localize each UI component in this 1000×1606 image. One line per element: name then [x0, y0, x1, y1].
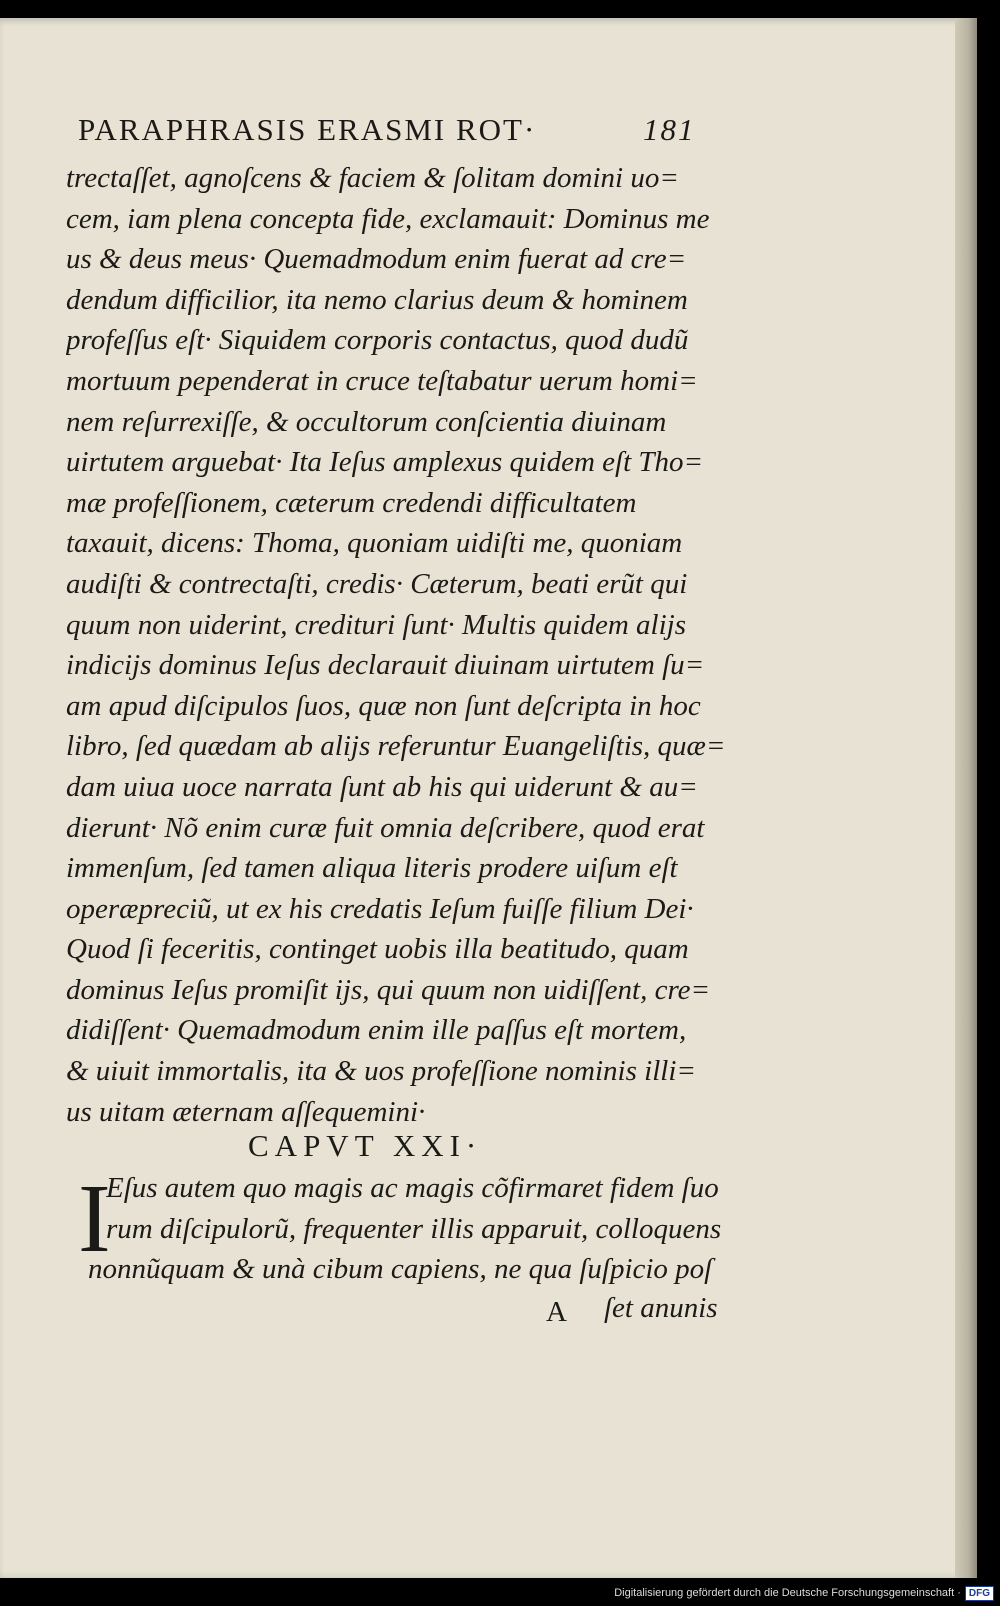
text-line: Eſus autem quo magis ac magis cõfirmaret fidem ſuo — [106, 1172, 719, 1204]
running-header — [78, 112, 718, 152]
text-line: indicijs dominus Ieſus declarauit diuinam uirtutem ſu= — [66, 649, 705, 682]
chapter-heading: CAPVT XXI· — [248, 1128, 483, 1163]
page-edge — [955, 18, 977, 1578]
text-line: trectaſſet, agnoſcens & faciem & ſolitam domini uo= — [66, 162, 679, 194]
text-line: dominus Ieſus promiſit ijs, qui quum non uidiſſent, cre= — [66, 973, 711, 1006]
text-line: uirtutem arguebat· Ita Ieſus amplexus quidem eſt Tho= — [66, 446, 704, 479]
text-line: immenſum, ſed tamen aliqua literis prodere uiſum eſt — [66, 852, 678, 885]
text-line: nem reſurrexiſſe, & occultorum conſcientia diuinam — [66, 405, 667, 438]
text-line: libro, ſed quædam ab alijs referuntur Euangeliſtis, quæ= — [66, 730, 726, 763]
text-line: dam uiua uoce narrata ſunt ab his qui uiderunt & au= — [66, 770, 698, 803]
text-line: quum non uiderint, credituri ſunt· Multis quidem alijs — [66, 608, 686, 641]
text-line: audiſti & contrectaſti, credis· Cæterum, beati erũt qui — [66, 567, 688, 600]
footer-credit-text: Digitalisierung gefördert durch die Deutsche Forschungsgemeinschaft · — [614, 1587, 961, 1599]
running-title: PARAPHRASIS ERASMI ROT· — [78, 112, 537, 147]
text-line: Quod ſi feceritis, continget uobis illa beatitudo, quam — [66, 933, 689, 966]
chapter-text — [88, 1168, 726, 1290]
text-line: us & deus meus· Quemadmodum enim fuerat ad cre= — [66, 243, 687, 276]
text-line: profeſſus eſt· Siquidem corporis contactus, quod dudũ — [66, 324, 689, 357]
footer-credit — [614, 1584, 994, 1602]
dfg-logo: DFG — [965, 1586, 994, 1601]
signature-mark: A — [546, 1296, 567, 1328]
text-line: dierunt· Nõ enim curæ fuit omnia deſcribere, quod erat — [66, 811, 705, 844]
text-line: dendum difficilior, ita nemo clarius deum & hominem — [66, 283, 688, 316]
page-number: 181 — [643, 112, 696, 147]
text-line: mortuum pependerat in cruce teſtabatur uerum homi= — [66, 364, 698, 397]
text-line: mæ profeſſionem, cæterum credendi difficultatem — [66, 486, 637, 519]
drop-cap: I — [78, 1165, 111, 1273]
text-line: cem, iam plena concepta fide, exclamauit: Dominus me — [66, 202, 710, 235]
text-line: operæpreciũ, ut ex his credatis Ieſum fuiſſe filium Dei· — [66, 892, 694, 925]
text-line: taxauit, dicens: Thoma, quoniam uidiſti me, quoniam — [66, 527, 683, 560]
text-line: us uitam æternam aſſequemini· — [66, 1095, 426, 1128]
text-line: rum diſcipulorũ, frequenter illis apparuit, colloquens — [106, 1212, 722, 1245]
catchword: ſet anunis — [604, 1292, 718, 1324]
text-line: am apud diſcipulos ſuos, quæ non ſunt deſcripta in hoc — [66, 689, 701, 722]
text-line: & uiuit immortalis, ita & uos profeſſione nominis illi= — [66, 1055, 696, 1088]
text-line: nonnũquam & unà cibum capiens, ne qua ſuſpicio poſ — [88, 1253, 713, 1286]
text-line: didiſſent· Quemadmodum enim ille paſſus eſt mortem, — [66, 1014, 687, 1047]
body-text — [66, 158, 726, 1132]
